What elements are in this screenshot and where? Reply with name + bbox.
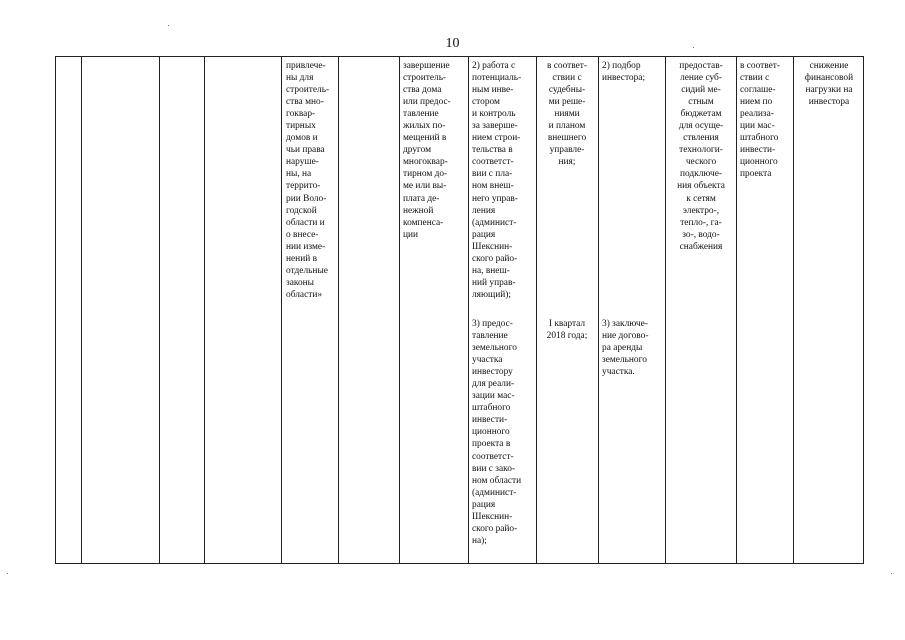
cell-line: ление суб- (680, 73, 722, 84)
cell-line: для осуще- (678, 121, 724, 132)
cell-line: снабжения (679, 241, 723, 252)
cell-line: ны для (286, 73, 314, 84)
cell-line: рация (472, 499, 496, 510)
cell-line: ствии с (740, 73, 770, 84)
column-divider (736, 57, 737, 563)
cell-line: инвести- (472, 415, 508, 426)
scan-speck (7, 573, 8, 574)
cell-line: компенса- (403, 217, 444, 228)
cell-line: 3) заключе- (602, 319, 648, 329)
cell-line: ляющий); (472, 289, 511, 300)
table-cell-col10-item3 (602, 318, 664, 378)
cell-line: стором (472, 97, 500, 108)
cell-line: сидий ме- (681, 85, 721, 96)
cell-line: ниями (554, 109, 580, 120)
cell-line: о внесе- (286, 229, 319, 240)
cell-line: мещений в (403, 133, 447, 144)
cell-line: стным (688, 97, 714, 108)
cell-line: соответст- (472, 451, 514, 462)
cell-line: тирных (286, 121, 316, 132)
table-cell-col7 (403, 60, 467, 241)
cell-line: штабного (740, 133, 779, 144)
cell-line: тепло-, га- (680, 217, 722, 228)
cell-line: завершение (403, 61, 450, 71)
cell-line: вии с пла- (472, 169, 513, 180)
cell-line: ции мас- (740, 121, 775, 132)
cell-line: тавление (472, 331, 508, 342)
table-cell-col10-item2 (602, 60, 664, 84)
cell-line: домов и (286, 133, 318, 144)
cell-line: нии изме- (286, 241, 326, 252)
cell-line: за заверше- (472, 121, 518, 132)
cell-line: 2) подбор (602, 61, 641, 71)
cell-line: земельного (472, 343, 517, 354)
cell-line: ным инве- (472, 85, 514, 96)
scan-speck (891, 573, 892, 574)
page-number: 10 (445, 36, 460, 51)
column-divider (598, 57, 599, 563)
column-divider (159, 57, 160, 563)
cell-line: ции (403, 229, 419, 240)
column-divider (204, 57, 205, 563)
cell-line: для реали- (472, 379, 515, 390)
cell-line: в соответ- (546, 61, 588, 71)
column-divider (281, 57, 282, 563)
cell-line: электро-, (682, 205, 720, 216)
cell-line: к сетям (686, 193, 716, 204)
cell-line: участка (472, 355, 503, 366)
cell-line: участка. (602, 367, 635, 378)
cell-line: зации мас- (472, 391, 515, 402)
cell-line: ны, на (286, 169, 312, 180)
cell-line: зо-, водо- (682, 229, 720, 240)
cell-line: ского райо- (472, 253, 518, 264)
cell-line: террито- (286, 181, 321, 192)
cell-line: на, внеш- (472, 265, 510, 276)
cell-line: нием строи- (472, 133, 521, 144)
cell-line: нагрузки на (805, 85, 853, 96)
cell-line: рии Воло- (286, 193, 327, 204)
cell-line: ческого (685, 157, 717, 168)
cell-line: нием по (740, 97, 773, 108)
scan-speck (693, 47, 694, 48)
cell-line: многоквар- (403, 157, 448, 168)
cell-line: соглаше- (740, 85, 776, 96)
cell-line: ния объекта (677, 181, 725, 192)
cell-line: жилых по- (403, 121, 446, 132)
column-divider (81, 57, 82, 563)
cell-line: него управ- (472, 193, 518, 204)
cell-line: 2018 года; (546, 331, 588, 342)
cell-line: и контроль (472, 109, 516, 120)
cell-line: (админист- (472, 217, 517, 228)
table-cell-col8-item2 (472, 60, 534, 301)
cell-line: Шекснин- (472, 241, 513, 252)
cell-line: ном внеш- (472, 181, 514, 192)
table-cell-col12 (740, 60, 792, 180)
cell-line: штабного (472, 403, 511, 414)
cell-line: подключе- (679, 169, 723, 180)
cell-line: и планом (548, 121, 586, 132)
cell-line: ном области (472, 475, 522, 486)
cell-line: ционного (472, 427, 510, 438)
cell-line: технологи- (679, 145, 723, 156)
cell-line: инвестора (808, 97, 850, 108)
cell-line: нежной (403, 205, 434, 216)
column-divider (793, 57, 794, 563)
cell-line: инвестора; (602, 73, 646, 84)
cell-line: в соответ- (740, 61, 781, 71)
document-table (55, 56, 864, 564)
cell-line: потенциаль- (472, 73, 522, 84)
cell-line: другом (403, 145, 432, 156)
cell-line: Шекснин- (472, 511, 513, 522)
cell-line: ления (472, 205, 496, 216)
cell-line: ционного (740, 157, 778, 168)
cell-line: I квартал (548, 319, 586, 329)
cell-line: снижение (809, 61, 849, 71)
cell-line: ние догово- (602, 331, 649, 342)
cell-line: соответст- (472, 157, 514, 168)
cell-line: ствии с (552, 73, 582, 84)
cell-line: тирном до- (403, 169, 448, 180)
cell-line: внешнего (547, 133, 587, 144)
cell-line: тавление (403, 109, 439, 120)
cell-line: ства мно- (286, 97, 324, 108)
table-cell-col9-item2 (538, 60, 596, 168)
cell-line: ния; (558, 157, 576, 168)
cell-line: (админист- (472, 487, 517, 498)
cell-line: области и (286, 217, 325, 228)
table-cell-col8-item3 (472, 318, 534, 547)
cell-line: строитель- (403, 73, 447, 84)
cell-line: вии с зако- (472, 463, 516, 474)
scan-speck (168, 25, 169, 26)
cell-line: привлече- (286, 61, 326, 71)
cell-line: 3) предос- (472, 319, 513, 329)
table-cell-col13 (795, 60, 863, 108)
cell-line: или предос- (403, 97, 451, 108)
cell-line: отдельные (286, 265, 328, 276)
column-divider (468, 57, 469, 563)
cell-line: на); (472, 535, 487, 546)
cell-line: законы (286, 277, 314, 288)
cell-line: ства дома (403, 85, 442, 96)
cell-line: финансовой (804, 73, 854, 84)
cell-line: нений в (286, 253, 317, 264)
cell-line: ствления (683, 133, 719, 144)
cell-line: плата де- (403, 193, 440, 204)
cell-line: ми реше- (548, 97, 586, 108)
table-cell-col9-item3 (538, 318, 596, 342)
cell-line: бюджетам (680, 109, 722, 120)
cell-line: годской (286, 205, 317, 216)
cell-line: ра аренды (602, 343, 643, 354)
column-divider (399, 57, 400, 563)
cell-line: судебны- (548, 85, 586, 96)
cell-line: инвестору (472, 367, 513, 378)
cell-line: ний управ- (472, 277, 516, 288)
cell-line: наруше- (286, 157, 319, 168)
cell-line: рация (472, 229, 496, 240)
cell-line: ского райо- (472, 523, 518, 534)
cell-line: проекта в (472, 439, 511, 450)
cell-line: ме или вы- (403, 181, 447, 192)
column-divider (338, 57, 339, 563)
cell-line: 2) работа с (472, 61, 516, 71)
table-cell-col5 (286, 60, 336, 301)
cell-line: чьи права (286, 145, 325, 156)
cell-line: реализа- (740, 109, 774, 120)
cell-line: управле- (549, 145, 585, 156)
cell-line: гоквар- (286, 109, 316, 120)
cell-line: предостав- (679, 61, 723, 71)
table-cell-col11 (667, 60, 735, 253)
cell-line: области» (286, 289, 323, 300)
column-divider (536, 57, 537, 563)
cell-line: строитель- (286, 85, 330, 96)
cell-line: тельства в (472, 145, 513, 156)
cell-line: проекта (740, 169, 772, 180)
column-divider (665, 57, 666, 563)
cell-line: инвести- (740, 145, 776, 156)
cell-line: земельного (602, 355, 647, 366)
